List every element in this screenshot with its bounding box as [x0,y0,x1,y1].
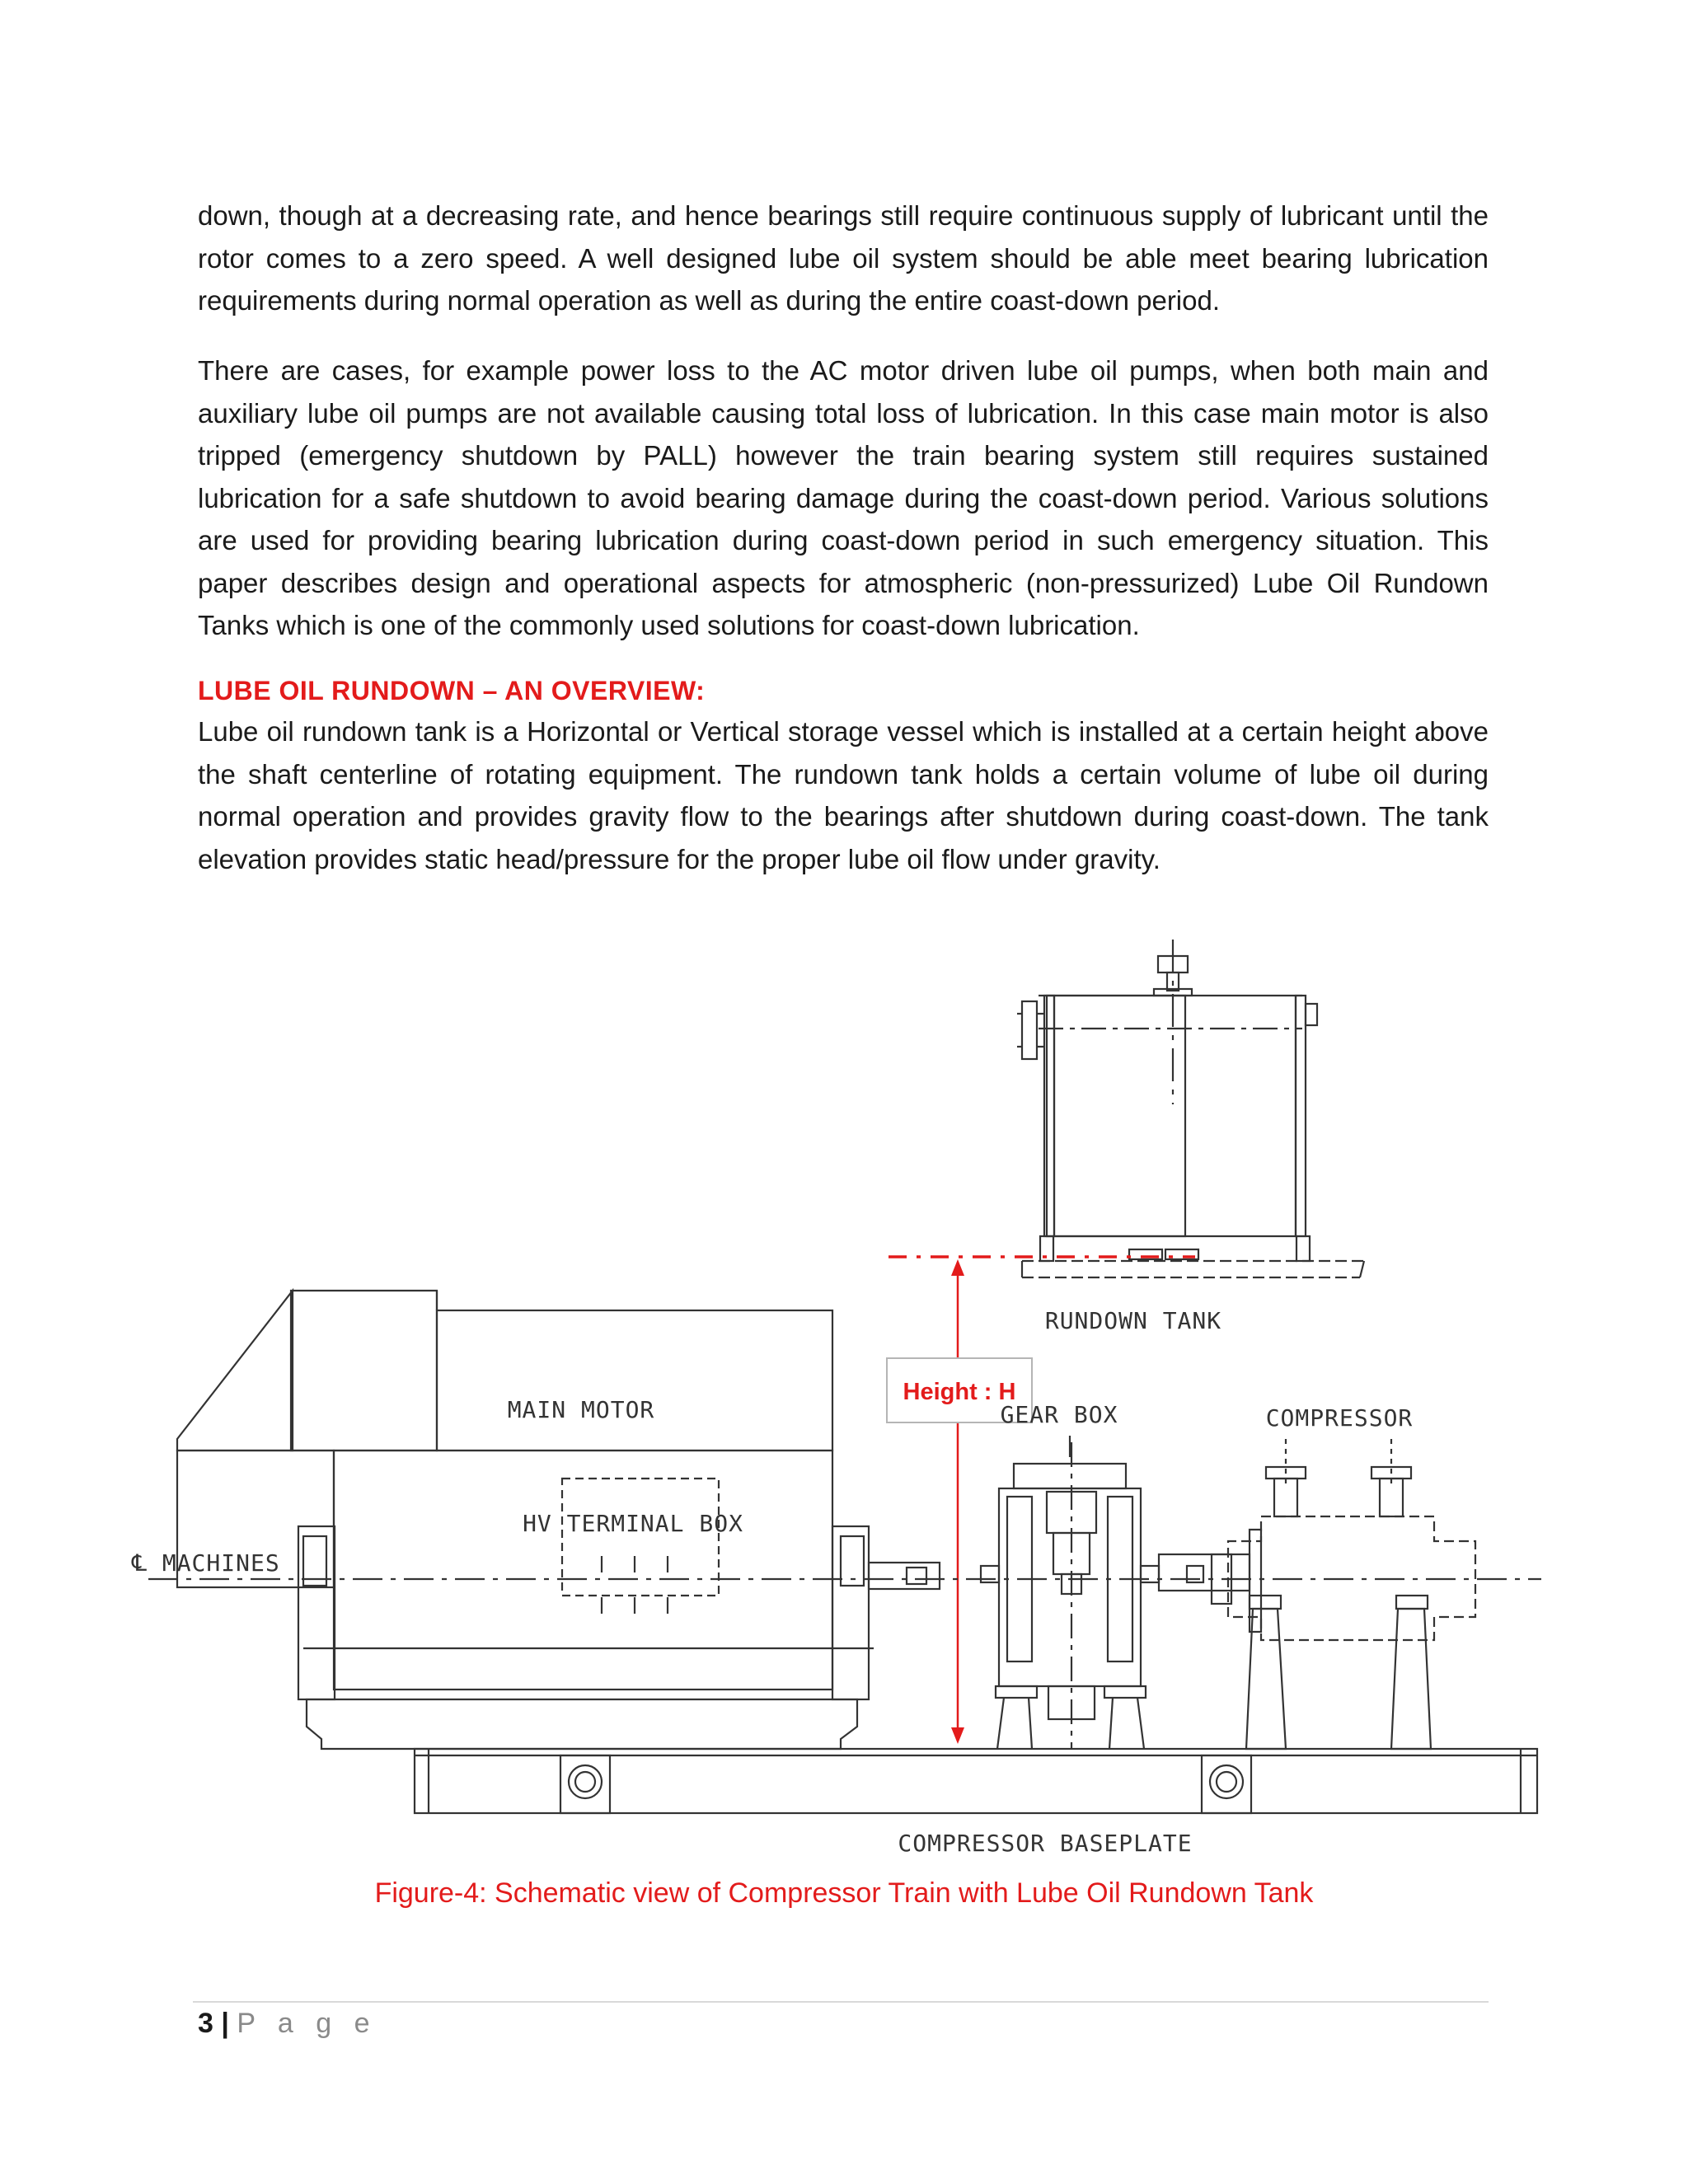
level-gauge [1022,1001,1037,1059]
compressor-support-right [1391,1609,1431,1749]
height-arrow-up [951,1259,964,1276]
page-number: 3 [198,2008,213,2039]
page-word: P a g e [237,2008,377,2039]
baseplate-label: COMPRESSOR BASEPLATE [898,1830,1193,1854]
machines-centerline-label: ℄ MACHINES [132,1549,280,1577]
motor-cooler-hood [291,1291,437,1451]
gear-box [981,1401,1250,1749]
schematic-drawing [115,907,1566,1854]
rundown-tank-label: RUNDOWN TANK [1044,1307,1222,1334]
tank-shell [1047,996,1185,1236]
compressor-train-figure [115,907,1566,1854]
compressor-baseplate [415,1749,1537,1854]
motor-body [334,1451,832,1690]
paragraph-coast-down: down, though at a decreasing rate, and hence bearings still require continuous supply of lubricant until the rotor comes to a zero speed. A well designed lube oil system should be able meet bearing lubrication requirements during normal operation as well as during the entire coast-down period. [198,200,1489,316]
main-motor-label: MAIN MOTOR [507,1396,655,1423]
page-footer [198,2008,377,2040]
compressor [1212,1404,1475,1749]
compressor-support-left [1246,1609,1286,1749]
main-motor [177,1291,940,1749]
height-arrow-down [951,1727,964,1744]
baseplate-anchor-left [569,1765,602,1798]
baseplate-anchor-right [1210,1765,1243,1798]
motor-shaft [869,1563,940,1589]
gear-box-label: GEAR BOX [1000,1401,1118,1428]
gear-box-casing [999,1488,1141,1686]
compressor-label: COMPRESSOR [1265,1404,1414,1432]
tank-nozzle [1306,1004,1317,1025]
baseplate-frame [415,1749,1537,1813]
rundown-tank [1017,940,1368,1334]
hv-terminal-box-label: HV TERMINAL BOX [523,1510,743,1537]
section-heading: LUBE OIL RUNDOWN – AN OVERVIEW: [198,676,706,705]
footer-separator: | [221,2008,229,2039]
machines-centerline [131,1549,1541,1579]
paragraph-loss-of-lubrication: There are cases, for example power loss to the AC motor driven lube oil pumps, when both main and auxiliary lube oil pumps are not available causing total loss of lubrication. In this case main motor is also tripped (emergency shutdown by PALL) however the train bearing system still requires sustained lubrication for a safe shutdown to avoid bearing damage during the coast-down period. Various solutions are used for providing bearing lubrication during coast-down period in such emergency situation. This paper describes design and operational aspects for atmospheric (non-pressurized) Lube Oil Rundown Tanks which is one of the commonly used solutions for coast-down lubrication. [198,355,1489,640]
hv-terminal-box [562,1479,719,1596]
footer-divider [193,2001,1489,2003]
motor-foot [307,1699,857,1749]
paragraph-overview: Lube oil rundown tank is a Horizontal or Vertical storage vessel which is installed at a certain height above the shaft centerline of rotating equipment. The rundown tank holds a certain volume of lube oil during normal operation and provides gravity flow to the bearings after shutdown during coast-down. The tank elevation provides static head/pressure for the proper lube oil flow under gravity. [198,716,1489,874]
height-label: Height : H [903,1379,1016,1405]
motor-top-enclosure [437,1310,832,1451]
figure-caption: Figure-4: Schematic view of Compressor Train with Lube Oil Rundown Tank [374,1877,1314,1909]
